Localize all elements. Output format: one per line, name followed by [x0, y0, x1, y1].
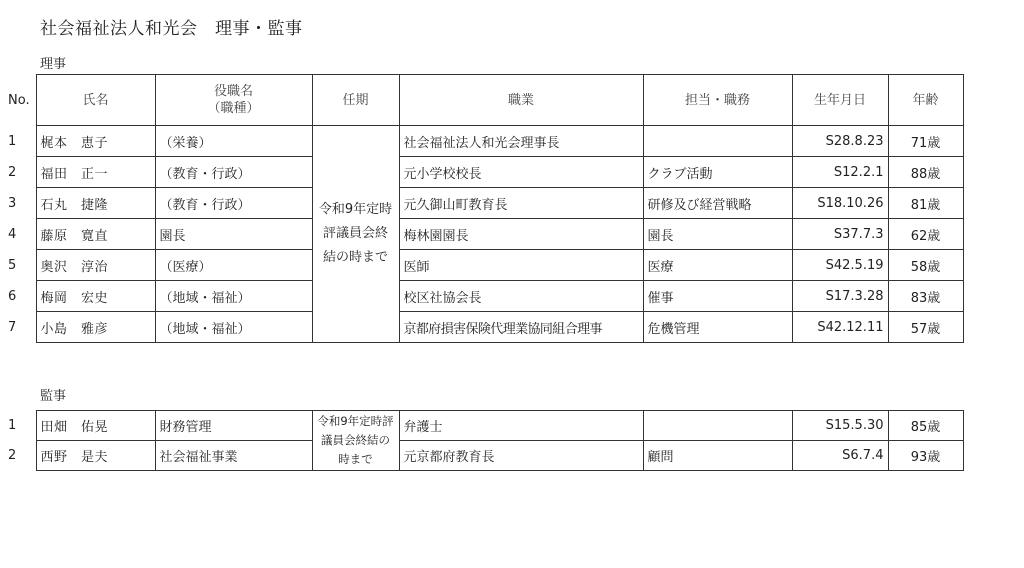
row-assignment [643, 126, 792, 157]
table-row [4, 188, 963, 219]
row-birthdate: S42.5.19 [792, 250, 888, 281]
row-no: 2 [8, 448, 17, 463]
row-occupation: 京都府損害保険代理業協同組合理事 [399, 312, 643, 343]
row-age: 88歳 [888, 157, 963, 188]
row-age: 85歳 [888, 411, 963, 441]
row-assignment: 危機管理 [643, 312, 792, 343]
row-occupation: 校区社協会長 [399, 281, 643, 312]
header-name: 氏名 [36, 75, 155, 126]
row-birthdate: S17.3.28 [792, 281, 888, 312]
row-name: 藤原 寛直 [36, 219, 155, 250]
row-birthdate: S12.2.1 [792, 157, 888, 188]
row-age: 93歳 [888, 441, 963, 471]
row-role: （教育・行政） [155, 188, 312, 219]
directors-section-label: 理事 [40, 57, 67, 72]
row-name: 梶本 恵子 [36, 126, 155, 157]
row-birthdate: S37.7.3 [792, 219, 888, 250]
header-assignment: 担当・職務 [643, 75, 792, 126]
row-occupation: 元久御山町教育長 [399, 188, 643, 219]
header-role [155, 75, 312, 126]
row-birthdate: S18.10.26 [792, 188, 888, 219]
row-assignment: 顧問 [643, 441, 792, 471]
auditors-table [4, 410, 964, 471]
table-row [4, 126, 963, 157]
row-role: （栄養） [155, 126, 312, 157]
header-role-line1: 役職名 [213, 84, 253, 99]
directors-term-cell: 令和9年定時評議員会終結の時まで [312, 126, 399, 343]
directors-table [4, 74, 964, 343]
header-age: 年齢 [888, 75, 963, 126]
row-no: 7 [8, 319, 17, 335]
row-role: （地域・福祉） [155, 281, 312, 312]
table-row [4, 219, 963, 250]
row-birthdate: S15.5.30 [792, 411, 888, 441]
row-no: 1 [8, 418, 17, 433]
row-no: 1 [8, 133, 17, 149]
row-occupation: 社会福祉法人和光会理事長 [399, 126, 643, 157]
directors-header-row [4, 75, 963, 126]
row-name: 小島 雅彦 [36, 312, 155, 343]
row-age: 81歳 [888, 188, 963, 219]
row-occupation: 梅林園園長 [399, 219, 643, 250]
table-row [4, 250, 963, 281]
page-title: 社会福祉法人和光会 理事・監事 [40, 19, 303, 39]
table-row [4, 411, 963, 441]
row-age: 83歳 [888, 281, 963, 312]
row-name: 福田 正一 [36, 157, 155, 188]
row-birthdate: S28.8.23 [792, 126, 888, 157]
row-occupation: 弁護士 [399, 411, 643, 441]
header-birthdate: 生年月日 [792, 75, 888, 126]
row-occupation: 元京都府教育長 [399, 441, 643, 471]
row-no: 2 [8, 164, 17, 180]
row-assignment: 医療 [643, 250, 792, 281]
row-assignment: 園長 [643, 219, 792, 250]
row-role: 園長 [155, 219, 312, 250]
row-no: 3 [8, 195, 17, 211]
row-name: 石丸 捷隆 [36, 188, 155, 219]
row-age: 71歳 [888, 126, 963, 157]
auditors-section-label: 監事 [40, 389, 67, 404]
row-assignment [643, 411, 792, 441]
row-age: 62歳 [888, 219, 963, 250]
row-no: 6 [8, 288, 17, 304]
row-role: （地域・福祉） [155, 312, 312, 343]
row-assignment: 催事 [643, 281, 792, 312]
row-name: 田畑 佑晃 [36, 411, 155, 441]
row-occupation: 医師 [399, 250, 643, 281]
table-row [4, 281, 963, 312]
header-role-line2: （職種） [207, 101, 260, 116]
row-birthdate: S42.12.11 [792, 312, 888, 343]
row-role: 社会福祉事業 [155, 441, 312, 471]
row-role: （教育・行政） [155, 157, 312, 188]
row-name: 奥沢 淳治 [36, 250, 155, 281]
header-no: No. [8, 92, 30, 108]
row-assignment: クラブ活動 [643, 157, 792, 188]
row-role: （医療） [155, 250, 312, 281]
table-row [4, 441, 963, 471]
row-birthdate: S6.7.4 [792, 441, 888, 471]
row-no: 5 [8, 257, 17, 273]
row-assignment: 研修及び経営戦略 [643, 188, 792, 219]
row-no: 4 [8, 226, 17, 242]
row-name: 梅岡 宏史 [36, 281, 155, 312]
row-role: 財務管理 [155, 411, 312, 441]
row-name: 西野 是夫 [36, 441, 155, 471]
row-age: 58歳 [888, 250, 963, 281]
header-occupation: 職業 [399, 75, 643, 126]
auditors-term-cell: 令和9年定時評議員会終結の時まで [312, 411, 399, 471]
header-term: 任期 [312, 75, 399, 126]
row-age: 57歳 [888, 312, 963, 343]
row-occupation: 元小学校校長 [399, 157, 643, 188]
table-row [4, 312, 963, 343]
table-row [4, 157, 963, 188]
